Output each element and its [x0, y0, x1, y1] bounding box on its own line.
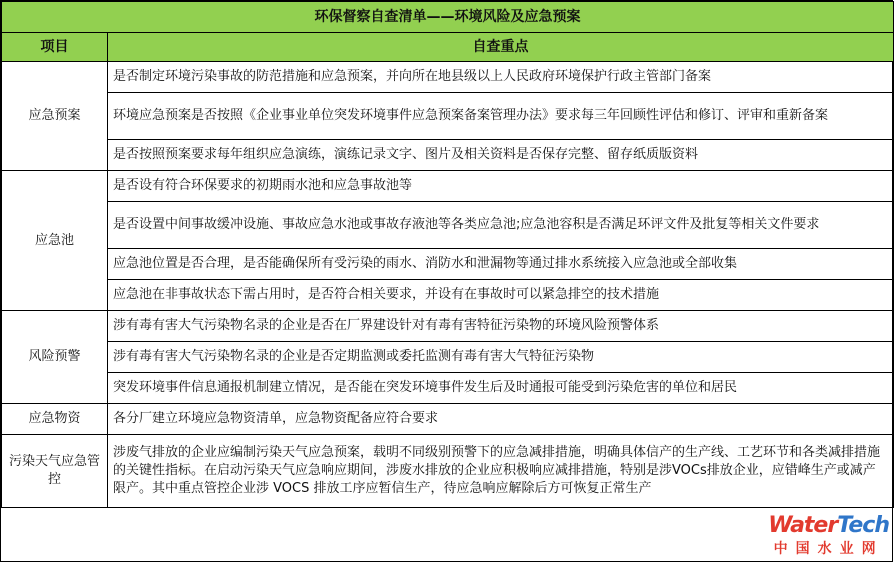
table-row [2, 140, 894, 171]
category-cell: 风险预警 [2, 311, 108, 404]
check-item-cell: 应急池位置是否合理，是否能确保所有受污染的雨水、消防水和泄漏物等通过排水系统接入应急池或全部收集 [108, 249, 894, 280]
category-cell: 应急预案 [2, 62, 108, 171]
check-item-cell: 环境应急预案是否按照《企业事业单位突发环境事件应急预案备案管理办法》要求每三年回顾性评估和修订、评审和重新备案 [108, 93, 894, 140]
watermark-logo-text: WaterTech [768, 513, 889, 538]
check-item-cell: 是否设置中间事故缓冲设施、事故应急水池或事故存液池等各类应急池;应急池容积是否满足环评文件及批复等相关文件要求 [108, 202, 894, 249]
check-item-cell: 突发环境事件信息通报机制建立情况，是否能在突发环境事件发生后及时通报可能受到污染危害的单位和居民 [108, 373, 894, 404]
table-row [2, 171, 894, 202]
category-cell: 应急池 [2, 171, 108, 311]
table-title: 环保督察自查清单——环境风险及应急预案 [2, 2, 894, 33]
table-row [2, 342, 894, 373]
table-row [2, 93, 894, 140]
table-row [2, 280, 894, 311]
check-item-cell: 是否按照预案要求每年组织应急演练，演练记录文字、图片及相关资料是否保存完整、留存纸质版资料 [108, 140, 894, 171]
check-item-cell: 涉有毒有害大气污染物名录的企业是否在厂界建设针对有毒有害特征污染物的环境风险预警体系 [108, 311, 894, 342]
watermark-caption: 中国水业网 [773, 541, 884, 557]
check-item-cell: 涉有毒有害大气污染物名录的企业是否定期监测或委托监测有毒有害大气特征污染物 [108, 342, 894, 373]
table-row [2, 435, 894, 508]
table-row [2, 404, 894, 435]
header-item: 项目 [2, 33, 108, 62]
title-row [2, 2, 894, 33]
table-row [2, 311, 894, 342]
table-row [2, 62, 894, 93]
table-row [2, 249, 894, 280]
category-cell: 污染天气应急管控 [2, 435, 108, 508]
category-cell: 应急物资 [2, 404, 108, 435]
checklist-table [1, 1, 894, 508]
watermark-logo [768, 513, 889, 558]
header-row [2, 33, 894, 62]
table-row [2, 373, 894, 404]
check-item-cell: 各分厂建立环境应急物资清单，应急物资配备应符合要求 [108, 404, 894, 435]
check-item-cell: 涉废气排放的企业应编制污染天气应急预案，载明不同级别预警下的应急减排措施，明确具体信产的生产线、工艺环节和各类减排措施的关键性指标。在启动污染天气应急响应期间，涉废水排放的企业应积极响应减排措施，特别是涉VOCs排放企业，应错峰生产或减产限产。其中重点管控企业涉 VOCS 排放工序应暂信生产，待应急响应解除后方可恢复正常生产 [108, 435, 894, 508]
header-focus: 自查重点 [108, 33, 894, 62]
check-item-cell: 是否制定环境污染事故的防范措施和应急预案，并向所在地县级以上人民政府环境保护行政主管部门备案 [108, 62, 894, 93]
check-item-cell: 应急池在非事故状态下需占用时，是否符合相关要求，并设有在事故时可以紧急排空的技术措施 [108, 280, 894, 311]
table-row [2, 202, 894, 249]
check-item-cell: 是否设有符合环保要求的初期雨水池和应急事故池等 [108, 171, 894, 202]
